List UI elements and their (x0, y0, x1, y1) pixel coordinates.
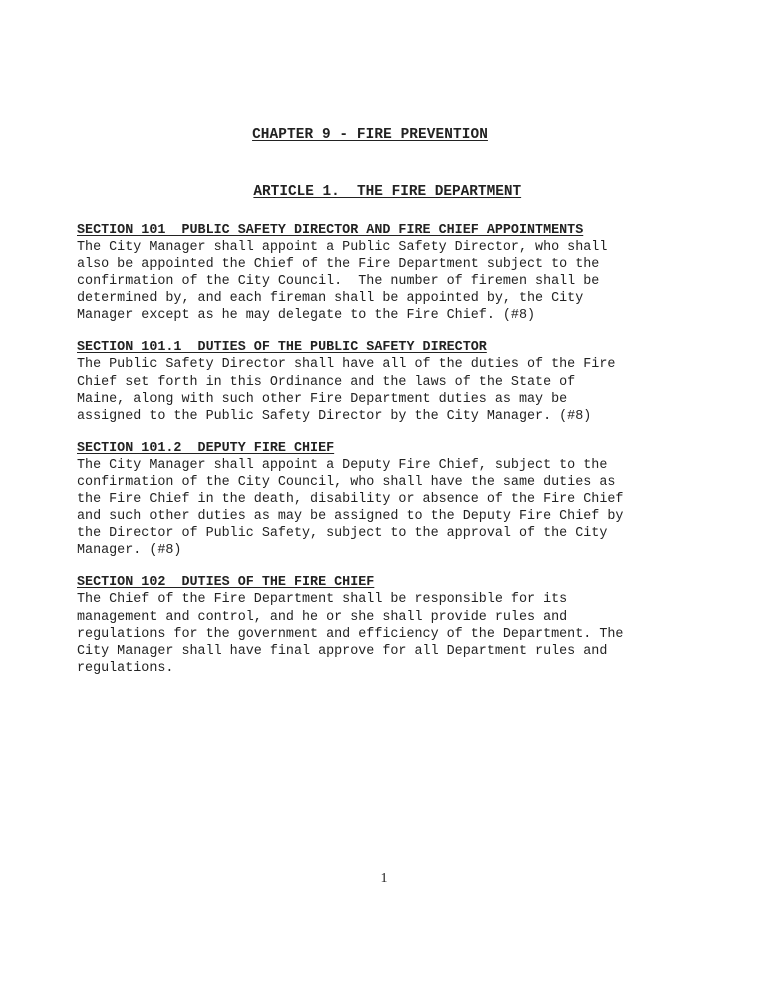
chapter-title-text: CHAPTER 9 - FIRE PREVENTION (252, 127, 488, 143)
sections-container (77, 222, 717, 692)
section-101-2 (77, 440, 717, 560)
section-heading: SECTION 102 DUTIES OF THE FIRE CHIEF (77, 575, 375, 591)
article-title-text: ARTICLE 1. THE FIRE DEPARTMENT (253, 184, 522, 200)
section-101-1 (77, 339, 717, 424)
section-heading: SECTION 101.1 DUTIES OF THE PUBLIC SAFETY DIRECTOR (77, 340, 487, 356)
section-101 (77, 222, 717, 324)
chapter-title (0, 127, 740, 143)
section-heading: SECTION 101.2 DEPUTY FIRE CHIEF (77, 440, 335, 456)
section-body: The Chief of the Fire Department shall be responsible for its management and control, and he or she shall provide rules and regulations for the government and efficiency of the Department. The City Manager shall have final approve for all Department rules and regulations. (77, 592, 624, 676)
section-body: The City Manager shall appoint a Public Safety Director, who shall also be appointed the Chief of the Fire Department subject to the confirmation of the City Council. The number of firemen shall be determined by, and each fireman shall be appointed by, the City Manager except as he may delegate to the Fire Chief. (#8) (77, 240, 608, 324)
section-102 (77, 574, 717, 676)
page-number: 1 (380, 871, 388, 886)
section-body: The Public Safety Director shall have all of the duties of the Fire Chief set forth in this Ordinance and the laws of the State of Maine, along with such other Fire Department duties as may be assigned to the Public Safety Director by the City Manager. (#8) (77, 357, 616, 424)
article-title (0, 168, 740, 216)
section-body: The City Manager shall appoint a Deputy Fire Chief, subject to the confirmation of the City Council, who shall have the same duties as the Fire Chief in the death, disability or absence of the Fire Chief and such other duties as may be assigned to the Deputy Fire Chief by the Director of Public Safety, subject to the approval of the City Manager. (#8) (77, 457, 624, 559)
section-heading: SECTION 101 PUBLIC SAFETY DIRECTOR AND FIRE CHIEF APPOINTMENTS (77, 223, 584, 238)
